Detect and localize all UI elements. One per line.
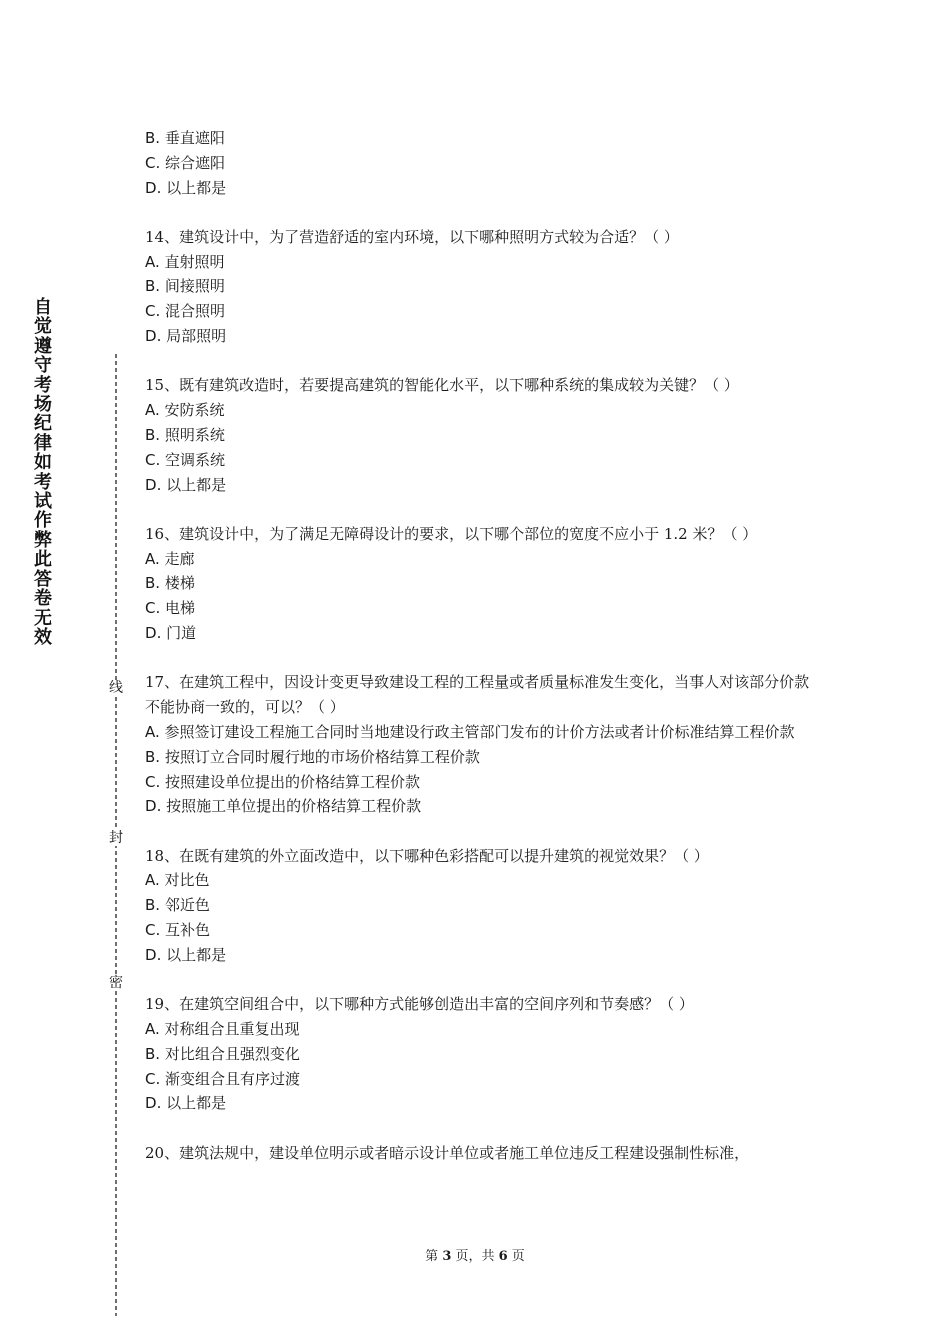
binding-label-seal: 封 bbox=[109, 830, 123, 846]
option-text: 间接照明 bbox=[164, 277, 225, 296]
answer-option: A. 安防系统 bbox=[145, 401, 225, 420]
footer-suffix: 页 bbox=[507, 1249, 525, 1264]
option-letter: B bbox=[145, 574, 156, 593]
answer-option: D. 以上都是 bbox=[145, 475, 227, 494]
option-letter: A bbox=[145, 401, 155, 420]
answer-option: B. 间接照明 bbox=[145, 277, 225, 296]
answer-option: C. 互补色 bbox=[145, 921, 211, 940]
option-letter: A bbox=[145, 252, 155, 271]
option-text: 电梯 bbox=[165, 599, 196, 618]
question-item bbox=[145, 225, 810, 349]
option-letter: B bbox=[145, 1044, 156, 1063]
option-letter: C bbox=[145, 921, 156, 940]
answer-option: D. 局部照明 bbox=[145, 327, 227, 346]
answer-option: B. 邻近色 bbox=[145, 896, 210, 915]
option-text: 以上都是 bbox=[166, 475, 227, 494]
option-letter: D bbox=[145, 475, 157, 494]
option-letter: A bbox=[145, 1019, 155, 1038]
option-letter: D bbox=[145, 797, 157, 816]
continued-options bbox=[145, 126, 810, 200]
option-letter: C bbox=[145, 772, 156, 791]
question-list bbox=[145, 225, 810, 1166]
option-letter: C bbox=[145, 1069, 156, 1088]
question-item bbox=[145, 992, 810, 1116]
footer-page-number: 3 bbox=[442, 1249, 452, 1264]
question-text: 20、建筑法规中，建设单位明示或者暗示设计单位或者施工单位违反工程建设强制性标准， bbox=[145, 1143, 750, 1162]
question-item bbox=[145, 373, 810, 497]
option-letter: D bbox=[145, 178, 157, 197]
question-text: 17、在建筑工程中，因设计变更导致建设工程的工程量或者质量标准发生变化，当事人对该部分价款不能协商一致的，可以？（ ） bbox=[145, 673, 810, 717]
answer-option: C. 混合照明 bbox=[145, 302, 226, 321]
option-letter: A bbox=[145, 871, 155, 890]
question-item bbox=[145, 670, 810, 819]
question-content bbox=[145, 126, 810, 1190]
answer-option: C. 空调系统 bbox=[145, 450, 226, 469]
option-letter: C bbox=[145, 599, 156, 618]
answer-option: A. 直射照明 bbox=[145, 252, 225, 271]
footer-total-pages: 6 bbox=[498, 1249, 508, 1264]
answer-option: A. 对称组合且重复出现 bbox=[145, 1019, 300, 1038]
binding-label-secret: 密 bbox=[109, 975, 123, 991]
binding-label-line: 线 bbox=[109, 680, 123, 696]
option-letter: B bbox=[145, 747, 156, 766]
option-text: 门道 bbox=[166, 624, 197, 643]
option-text: 楼梯 bbox=[164, 574, 195, 593]
option-text: 安防系统 bbox=[164, 401, 225, 420]
answer-option: A. 对比色 bbox=[145, 871, 210, 890]
option-text: 局部照明 bbox=[166, 327, 227, 346]
option-letter: B bbox=[145, 896, 156, 915]
option-text: 混合照明 bbox=[165, 302, 226, 321]
option-letter: B bbox=[145, 129, 156, 147]
answer-option: B. 照明系统 bbox=[145, 425, 225, 444]
option-text: 互补色 bbox=[165, 921, 211, 940]
option-text: 综合遮阳 bbox=[165, 153, 226, 172]
option-text: 对比色 bbox=[164, 871, 210, 890]
option-text: 按照施工单位提出的价格结算工程价款 bbox=[166, 797, 422, 816]
answer-option: A. 参照签订建设工程施工合同时当地建设行政主管部门发布的计价方法或者计价标准结算工程价款 bbox=[145, 722, 795, 741]
answer-option: D. 按照施工单位提出的价格结算工程价款 bbox=[145, 797, 422, 816]
option-letter: B bbox=[145, 277, 156, 296]
question-text: 14、建筑设计中，为了营造舒适的室内环境，以下哪种照明方式较为合适？（ ） bbox=[145, 227, 679, 246]
option-letter: D bbox=[145, 945, 157, 964]
option-letter: D bbox=[145, 327, 157, 346]
answer-option: D. 以上都是 bbox=[145, 178, 227, 197]
option-letter: D bbox=[145, 1094, 157, 1113]
option-letter: C bbox=[145, 450, 156, 469]
answer-option: A. 走廊 bbox=[145, 549, 195, 568]
question-text: 18、在既有建筑的外立面改造中，以下哪种色彩搭配可以提升建筑的视觉效果？（ ） bbox=[145, 846, 709, 865]
answer-option: D. 门道 bbox=[145, 624, 197, 643]
option-text: 对比组合且强烈变化 bbox=[164, 1044, 300, 1063]
answer-option: C. 电梯 bbox=[145, 599, 196, 618]
option-text: 照明系统 bbox=[164, 425, 225, 444]
option-letter: C bbox=[145, 153, 156, 172]
answer-option: C. 按照建设单位提出的价格结算工程价款 bbox=[145, 772, 421, 791]
option-text: 以上都是 bbox=[166, 945, 227, 964]
option-text: 以上都是 bbox=[166, 1094, 227, 1113]
answer-option: D. 以上都是 bbox=[145, 945, 227, 964]
footer-middle: 页，共 bbox=[451, 1249, 499, 1264]
option-letter: C bbox=[145, 302, 156, 321]
option-text: 垂直遮阳 bbox=[164, 129, 225, 147]
option-text: 以上都是 bbox=[166, 178, 227, 197]
answer-option: D. 以上都是 bbox=[145, 1094, 227, 1113]
footer-prefix: 第 bbox=[425, 1249, 443, 1264]
answer-option: C. 渐变组合且有序过渡 bbox=[145, 1069, 301, 1088]
answer-option: B. 垂直遮阳 bbox=[145, 129, 225, 147]
option-text: 按照建设单位提出的价格结算工程价款 bbox=[165, 772, 421, 791]
binding-line bbox=[106, 354, 126, 1316]
answer-option: B. 按照订立合同时履行地的市场价格结算工程价款 bbox=[145, 747, 480, 766]
continued-question bbox=[145, 126, 810, 200]
option-letter: B bbox=[145, 425, 156, 444]
answer-option: B. 对比组合且强烈变化 bbox=[145, 1044, 300, 1063]
question-text: 15、既有建筑改造时，若要提高建筑的智能化水平，以下哪种系统的集成较为关键？（ ） bbox=[145, 376, 739, 395]
question-item bbox=[145, 522, 810, 646]
question-item bbox=[145, 844, 810, 968]
option-text: 邻近色 bbox=[164, 896, 210, 915]
question-text: 19、在建筑空间组合中，以下哪种方式能够创造出丰富的空间序列和节奏感？（ ） bbox=[145, 995, 694, 1014]
option-text: 参照签订建设工程施工合同时当地建设行政主管部门发布的计价方法或者计价标准结算工程价款 bbox=[164, 722, 795, 741]
option-text: 走廊 bbox=[164, 549, 195, 568]
option-letter: A bbox=[145, 722, 155, 741]
option-text: 渐变组合且有序过渡 bbox=[165, 1069, 301, 1088]
exam-discipline-notice: 自觉遵守考场纪律如考试作弊此答卷无效 bbox=[34, 297, 52, 648]
option-letter: D bbox=[145, 624, 157, 643]
option-text: 对称组合且重复出现 bbox=[164, 1019, 300, 1038]
page-footer bbox=[0, 1245, 950, 1264]
answer-option: C. 综合遮阳 bbox=[145, 153, 226, 172]
option-letter: A bbox=[145, 549, 155, 568]
option-text: 空调系统 bbox=[165, 450, 226, 469]
option-text: 按照订立合同时履行地的市场价格结算工程价款 bbox=[164, 747, 480, 766]
answer-option: B. 楼梯 bbox=[145, 574, 195, 593]
option-text: 直射照明 bbox=[164, 252, 225, 271]
question-text: 16、建筑设计中，为了满足无障碍设计的要求，以下哪个部位的宽度不应小于 1.2 米？（ ） bbox=[145, 524, 758, 543]
question-item bbox=[145, 1141, 810, 1166]
